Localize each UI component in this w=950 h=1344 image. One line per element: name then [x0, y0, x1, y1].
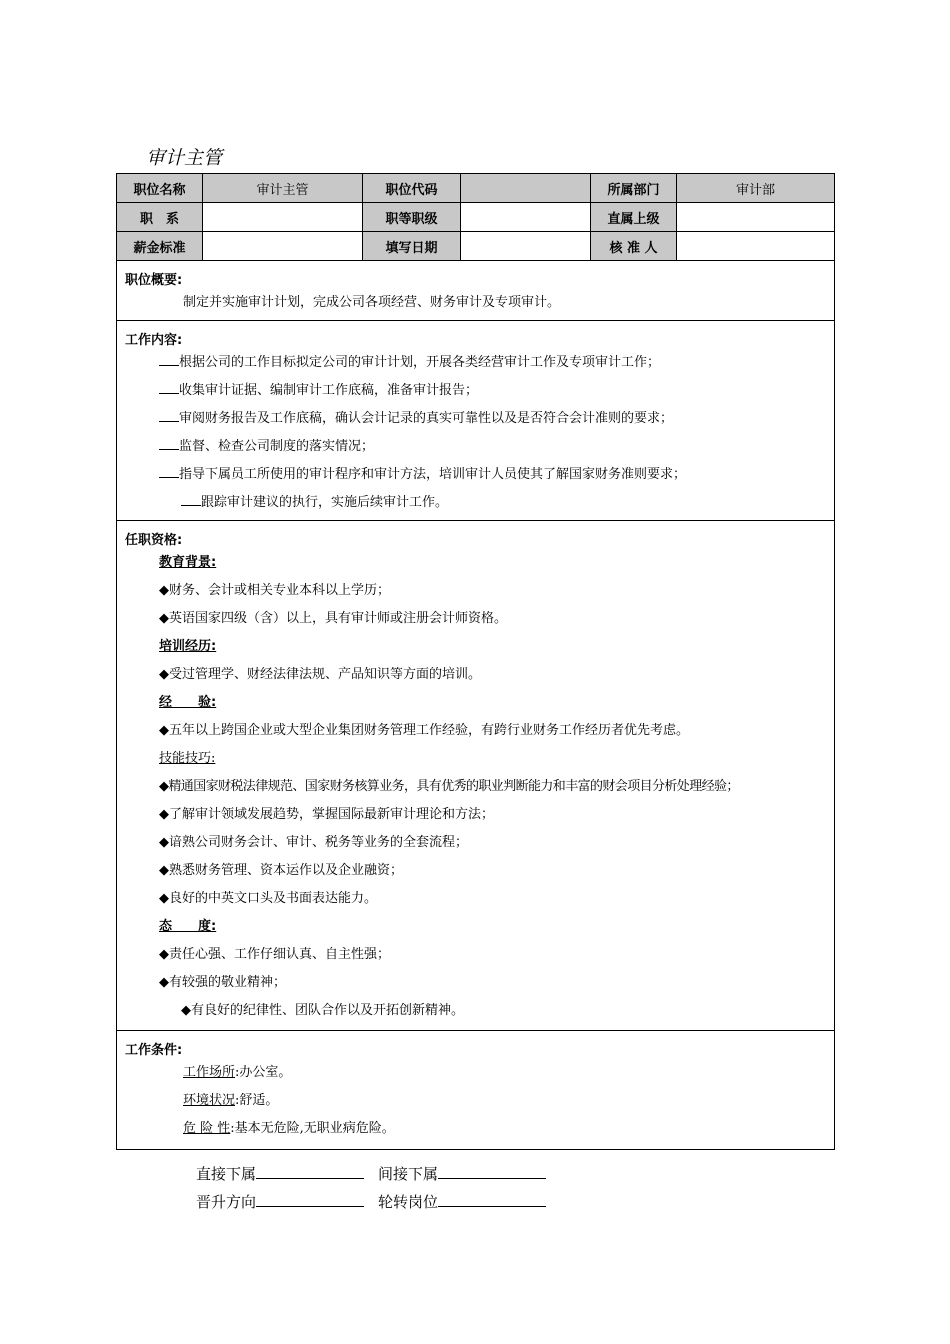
- work-item: 根据公司的工作目标拟定公司的审计计划，开展各类经营审计工作及专项审计工作；: [117, 349, 834, 377]
- education-heading: 教育背景:: [159, 555, 217, 570]
- label-job-family: 职 系: [117, 203, 203, 232]
- skill-item: ◆谙熟公司财务会计、审计、税务等业务的全套流程；: [159, 835, 468, 850]
- training-heading: 培训经历:: [159, 639, 217, 654]
- value-job-family: [203, 203, 363, 232]
- work-section: [117, 321, 835, 521]
- work-item: 监督、检查公司制度的落实情况；: [117, 433, 834, 461]
- value-department: 审计部: [677, 174, 835, 203]
- rotation-label: 轮转岗位: [378, 1193, 439, 1211]
- promotion-label: 晋升方向: [196, 1193, 257, 1211]
- education-item: ◆英语国家四级（含）以上，具有审计师或注册会计师资格。: [159, 611, 507, 626]
- value-approver: [677, 232, 835, 261]
- condition-item: 危 险 性:基本无危险,无职业病危险。: [183, 1121, 395, 1136]
- experience-item: ◆五年以上跨国企业或大型企业集团财务管理工作经验，有跨行业财务工作经历者优先考虑。: [159, 723, 689, 738]
- indirect-subordinate-line: [438, 1162, 546, 1179]
- overview-title: 职位概要:: [125, 273, 183, 288]
- training-item: ◆受过管理学、财经法律法规、产品知识等方面的培训。: [159, 667, 481, 682]
- label-position-name: 职位名称: [117, 174, 203, 203]
- attitude-item: ◆有良好的纪律性、团队合作以及开拓创新精神。: [181, 1003, 464, 1018]
- work-item: 收集审计证据、编制审计工作底稿，准备审计报告；: [117, 377, 834, 405]
- condition-item: 工作场所:办公室。: [183, 1065, 292, 1080]
- value-grade: [461, 203, 591, 232]
- work-title: 工作内容:: [125, 333, 183, 348]
- label-approver: 核 准 人: [591, 232, 677, 261]
- skill-item: ◆精通国家财税法律规范、国家财务核算业务，具有优秀的职业判断能力和丰富的财会项目分析处理经验；: [159, 779, 739, 794]
- education-item: ◆财务、会计或相关专业本科以上学历；: [159, 583, 390, 598]
- work-item: 跟踪审计建议的执行，实施后续审计工作。: [117, 489, 834, 517]
- header-row-2: [117, 203, 835, 232]
- label-supervisor: 直属上级: [591, 203, 677, 232]
- value-supervisor: [677, 203, 835, 232]
- experience-heading: 经 验:: [159, 695, 217, 710]
- direct-subordinate-label: 直接下属: [196, 1165, 257, 1183]
- attitude-item: ◆责任心强、工作仔细认真、自主性强；: [159, 947, 390, 962]
- document-title: 审计主管: [146, 147, 223, 169]
- overview-text: 制定并实施审计计划，完成公司各项经营、财务审计及专项审计。: [183, 295, 561, 310]
- conditions-section: [117, 1031, 835, 1150]
- label-department: 所属部门: [591, 174, 677, 203]
- promotion-line: [256, 1190, 364, 1207]
- indirect-subordinate-label: 间接下属: [378, 1165, 439, 1183]
- label-salary: 薪金标准: [117, 232, 203, 261]
- footer-row-2: [196, 1190, 560, 1212]
- value-position-name: 审计主管: [203, 174, 363, 203]
- overview-section: [117, 261, 835, 321]
- job-description-form: [116, 173, 835, 1150]
- work-item: 审阅财务报告及工作底稿，确认会计记录的真实可靠性以及是否符合会计准则的要求；: [117, 405, 834, 433]
- header-row-3: [117, 232, 835, 261]
- value-salary: [203, 232, 363, 261]
- header-row-1: [117, 174, 835, 203]
- skills-heading: 技能技巧:: [159, 751, 216, 766]
- attitude-item: ◆有较强的敬业精神；: [159, 975, 286, 990]
- qualification-section: [117, 521, 835, 1031]
- skill-item: ◆良好的中英文口头及书面表达能力。: [159, 891, 377, 906]
- rotation-line: [438, 1190, 546, 1207]
- qualification-title: 任职资格:: [125, 533, 183, 548]
- direct-subordinate-line: [256, 1162, 364, 1179]
- conditions-title: 工作条件:: [125, 1043, 183, 1058]
- label-fill-date: 填写日期: [363, 232, 461, 261]
- label-grade: 职等职级: [363, 203, 461, 232]
- value-fill-date: [461, 232, 591, 261]
- value-position-code: [461, 174, 591, 203]
- footer-row-1: [196, 1162, 560, 1184]
- label-position-code: 职位代码: [363, 174, 461, 203]
- work-item: 指导下属员工所使用的审计程序和审计方法，培训审计人员使其了解国家财务准则要求；: [117, 461, 834, 489]
- condition-item: 环境状况:舒适。: [183, 1093, 279, 1108]
- skill-item: ◆了解审计领域发展趋势，掌握国际最新审计理论和方法；: [159, 807, 494, 822]
- attitude-heading: 态 度:: [159, 919, 217, 934]
- skill-item: ◆熟悉财务管理、资本运作以及企业融资；: [159, 863, 403, 878]
